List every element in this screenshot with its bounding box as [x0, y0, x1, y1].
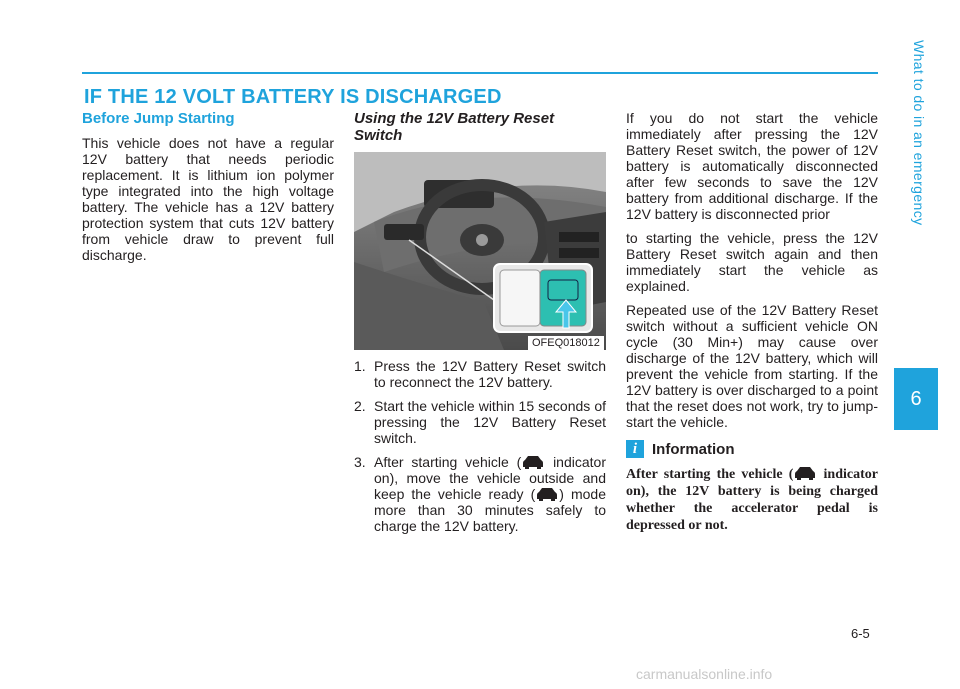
step-number: 1.: [354, 358, 366, 374]
side-tab-label: What to do in an emergency: [911, 40, 927, 226]
page-number: 6-5: [851, 626, 870, 641]
section-heading-reset-switch: Using the 12V Battery Reset Switch: [354, 110, 555, 144]
dashboard-illustration: [354, 152, 606, 350]
step-text-part: ) mode more than 30 minutes safely to charge the 12V battery.: [374, 486, 606, 534]
figure-code: OFEQ018012: [528, 336, 604, 350]
top-rule: [82, 72, 878, 74]
chapter-title: IF THE 12 VOLT BATTERY IS DISCHARGED: [84, 86, 502, 108]
step-text: Start the vehicle within 15 seconds of pressing the 12V Battery Reset switch.: [374, 398, 606, 446]
info-text-part: After starting the vehicle (: [626, 467, 794, 482]
step-text: Press the 12V Battery Reset switch to reconnect the 12V battery.: [374, 358, 606, 390]
car-ready-icon: [521, 455, 545, 469]
info-text-part: indicator on), the 12V battery is being charged whether the accelerator pedal is depressed or not.: [626, 467, 878, 533]
information-text: [626, 466, 878, 534]
chapter-number-tab: 6: [894, 368, 938, 430]
list-item: [354, 454, 606, 534]
car-ready-icon: [793, 466, 817, 480]
watermark: carmanualsonline.info: [636, 666, 773, 682]
column-before-jump-starting: [82, 110, 334, 271]
step-number: 3.: [354, 454, 366, 470]
step-text-part: indicator on), move the vehicle outside and keep the vehicle ready (: [374, 454, 606, 502]
reset-paragraph-2: to starting the vehicle, press the 12V Battery Reset switch again and then immediately start the vehicle as explained.: [626, 230, 878, 294]
column-reset-details: [626, 110, 878, 534]
section-heading-before-jump: Before Jump Starting: [82, 110, 235, 127]
information-header: [626, 440, 878, 458]
column-reset-switch: [354, 110, 606, 542]
steps-list: [354, 358, 606, 534]
step-text-part: After starting vehicle (: [374, 454, 522, 470]
car-ready-icon: [535, 487, 559, 501]
list-item: [354, 398, 606, 446]
information-label: Information: [652, 440, 735, 458]
before-jump-paragraph: This vehicle does not have a regular 12V battery that needs periodic replacement. It is lithium ion polymer type integrated into the high voltage battery. The vehicle has a 12V battery protection system that cuts 12V battery from vehicle draw to prevent full discharge.: [82, 135, 334, 263]
step-number: 2.: [354, 398, 366, 414]
info-icon: i: [626, 440, 644, 458]
dashboard-figure: [354, 152, 606, 350]
list-item: [354, 358, 606, 390]
reset-paragraph-3: Repeated use of the 12V Battery Reset switch without a sufficient vehicle ON cycle (30 Min+) may cause over discharge of the 12V battery, which will prevent the vehicle from starting. If the 12V battery is over discharged to a point that the reset does not work, try to jump-start the vehicle.: [626, 302, 878, 430]
reset-paragraph-1: If you do not start the vehicle immediately after pressing the 12V Battery Reset switch, the power of 12V battery is automatically disconnected after few seconds to save the 12V battery from additional discharge. If the 12V battery is disconnected prior: [626, 110, 878, 222]
